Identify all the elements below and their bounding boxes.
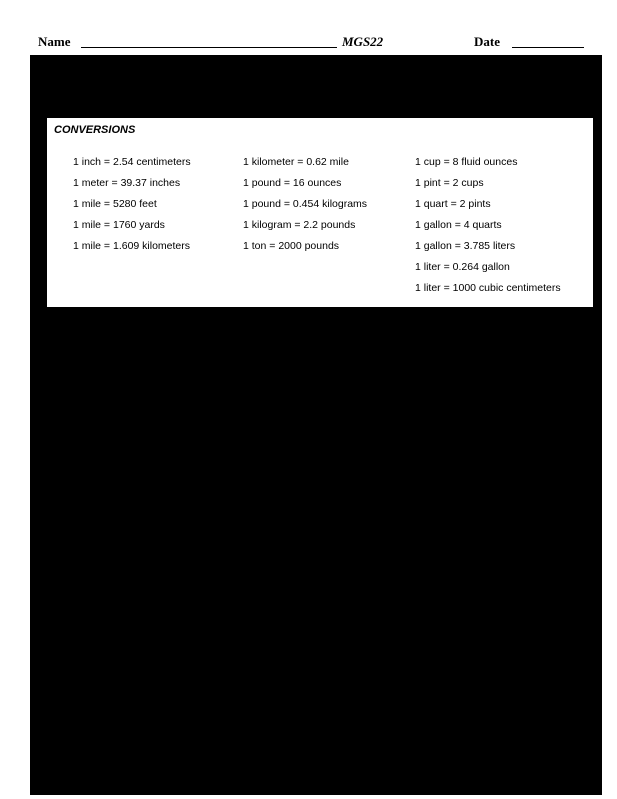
conversion-item: 1 gallon = 4 quarts: [415, 219, 502, 231]
conversions-column-volume: [415, 155, 561, 302]
conversions-box: [47, 118, 593, 307]
conversions-column-length: [73, 155, 191, 260]
conversion-item: 1 liter = 0.264 gallon: [415, 261, 510, 273]
conversion-item: 1 gallon = 3.785 liters: [415, 240, 516, 252]
date-label: Date: [474, 34, 500, 49]
conversions-title: CONVERSIONS: [54, 124, 136, 136]
conversions-column-mass: [243, 155, 367, 260]
conversion-item: 1 inch = 2.54 centimeters: [73, 156, 191, 168]
conversion-item: 1 mile = 5280 feet: [73, 198, 157, 210]
conversion-item: 1 liter = 1000 cubic centimeters: [415, 282, 561, 294]
conversion-item: 1 quart = 2 pints: [415, 198, 491, 210]
conversion-item: 1 mile = 1760 yards: [73, 219, 165, 231]
name-blank-line: [81, 47, 337, 48]
conversion-item: 1 pint = 2 cups: [415, 177, 484, 189]
conversion-item: 1 cup = 8 fluid ounces: [415, 156, 518, 168]
name-label: Name: [38, 34, 71, 49]
date-blank-line: [512, 47, 584, 48]
conversion-item: 1 ton = 2000 pounds: [243, 240, 340, 252]
conversion-item: 1 meter = 39.37 inches: [73, 177, 181, 189]
conversion-item: 1 kilometer = 0.62 mile: [243, 156, 349, 168]
conversion-item: 1 pound = 16 ounces: [243, 177, 342, 189]
conversion-item: 1 mile = 1.609 kilometers: [73, 240, 191, 252]
conversion-item: 1 kilogram = 2.2 pounds: [243, 219, 356, 231]
worksheet-code: MGS22: [342, 34, 384, 49]
conversion-item: 1 pound = 0.454 kilograms: [243, 198, 368, 210]
worksheet-header: [30, 27, 602, 55]
